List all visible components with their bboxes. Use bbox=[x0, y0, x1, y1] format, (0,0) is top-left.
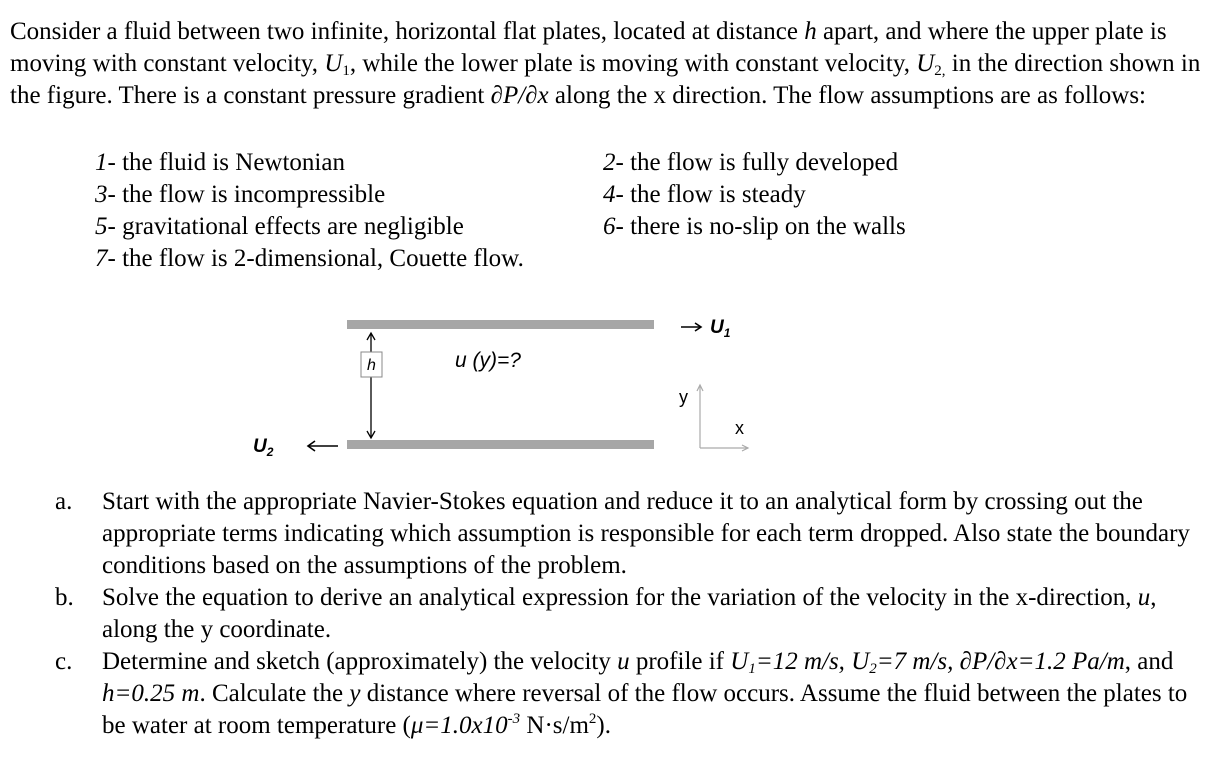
problem-intro bbox=[10, 16, 1205, 112]
assumption-3 bbox=[95, 179, 385, 211]
var-u: u bbox=[1137, 584, 1151, 611]
var-u1: U bbox=[324, 50, 343, 77]
question-text: Start with the appropriate Navier-Stokes equation and reduce it to an analytical form by crossing out the appropriate terms indicating which assumption is responsible for each term dropped. Also state the boundary conditions based on the assumptions of the problem. bbox=[102, 488, 1190, 579]
var-h-value: h=0.25 m bbox=[102, 680, 200, 707]
question-text-2: , along the y coordinate. bbox=[102, 584, 1157, 643]
assumption-text: the fluid is Newtonian bbox=[115, 149, 345, 176]
assumption-text: the flow is steady bbox=[623, 181, 806, 208]
assumption-text: the flow is incompressible bbox=[115, 181, 386, 208]
var-y: y bbox=[349, 680, 361, 707]
question-label: a. bbox=[55, 488, 73, 515]
var-u1: $U_1=12$ m/s, $U_2=7$ m/s, ∂P/∂x=1.2 Pa/m bbox=[730, 648, 1125, 677]
assumption-2 bbox=[603, 147, 898, 179]
question-text-1: Determine and sketch (approximately) the velocity bbox=[102, 648, 618, 675]
question-list bbox=[55, 486, 1205, 742]
lower-plate bbox=[347, 440, 654, 449]
assumption-text: the flow is 2-dimensional, Couette flow. bbox=[115, 245, 524, 272]
question-text-2: profile if bbox=[629, 648, 731, 675]
intro-text-2: apart, and where the upper plate is moving with constant velocity, bbox=[10, 18, 1167, 77]
assumption-6 bbox=[603, 211, 906, 243]
question-c bbox=[55, 646, 1205, 742]
question-text-3: , and bbox=[1124, 648, 1174, 675]
assumption-number: 7- bbox=[95, 245, 116, 272]
assumption-text: gravitational effects are negligible bbox=[115, 213, 464, 240]
question-a bbox=[55, 486, 1205, 582]
viscosity-value: $\mu=1.0x10^{-3}$ bbox=[410, 711, 521, 739]
intro-text-1: Consider a fluid between two infinite, horizontal flat plates, located at distance bbox=[10, 18, 805, 45]
var-u: u bbox=[617, 648, 630, 675]
intro-text-3: , while the lower plate is moving with constant velocity, bbox=[349, 50, 917, 77]
assumption-number: 1- bbox=[95, 149, 116, 176]
upper-plate bbox=[347, 320, 654, 329]
pressure-gradient: ∂P/∂x bbox=[490, 82, 549, 109]
question-text-5: distance where reversal of the flow occurs. Assume the fluid between the plates to be water at room temperature ( bbox=[102, 680, 1188, 739]
assumption-7 bbox=[95, 243, 524, 275]
assumption-text: the flow is fully developed bbox=[623, 149, 899, 176]
question-text-1: Solve the equation to derive an analytical expression for the variation of the velocity in the x-direction, bbox=[102, 584, 1138, 611]
intro-text-5: along the x direction. The flow assumptions are as follows: bbox=[548, 82, 1146, 109]
assumption-text: there is no-slip on the walls bbox=[623, 213, 906, 240]
var-u2: U bbox=[916, 50, 935, 77]
assumption-number: 4- bbox=[603, 181, 624, 208]
assumption-5 bbox=[95, 211, 464, 243]
y-axis-label: y bbox=[679, 387, 688, 407]
assumption-1 bbox=[95, 147, 345, 179]
assumption-number: 2- bbox=[603, 149, 624, 176]
assumption-4 bbox=[603, 179, 806, 211]
sub-1: 1 bbox=[342, 63, 350, 79]
var-h: h bbox=[804, 18, 817, 45]
sub-2: 2, bbox=[934, 63, 946, 79]
viscosity-units: $N\cdot s/m^2$). bbox=[520, 711, 611, 739]
assumption-number: 5- bbox=[95, 213, 116, 240]
assumption-number: 6- bbox=[603, 213, 624, 240]
h-label: h bbox=[367, 357, 376, 374]
x-axis-label: x bbox=[735, 418, 744, 438]
question-label: c. bbox=[55, 648, 73, 675]
couette-flow-figure bbox=[0, 300, 800, 470]
question-b bbox=[55, 582, 1205, 646]
u1-label: $U_1$ bbox=[710, 317, 731, 340]
question-label: b. bbox=[55, 584, 74, 611]
question-text-4: . Calculate the bbox=[199, 680, 350, 707]
assumption-number: 3- bbox=[95, 181, 116, 208]
intro-text-4: in the direction shown in the figure. There is a constant pressure gradient bbox=[10, 50, 1201, 109]
u2-label: $U_2$ bbox=[253, 436, 274, 459]
velocity-profile-label: u (y)=? bbox=[455, 349, 521, 372]
